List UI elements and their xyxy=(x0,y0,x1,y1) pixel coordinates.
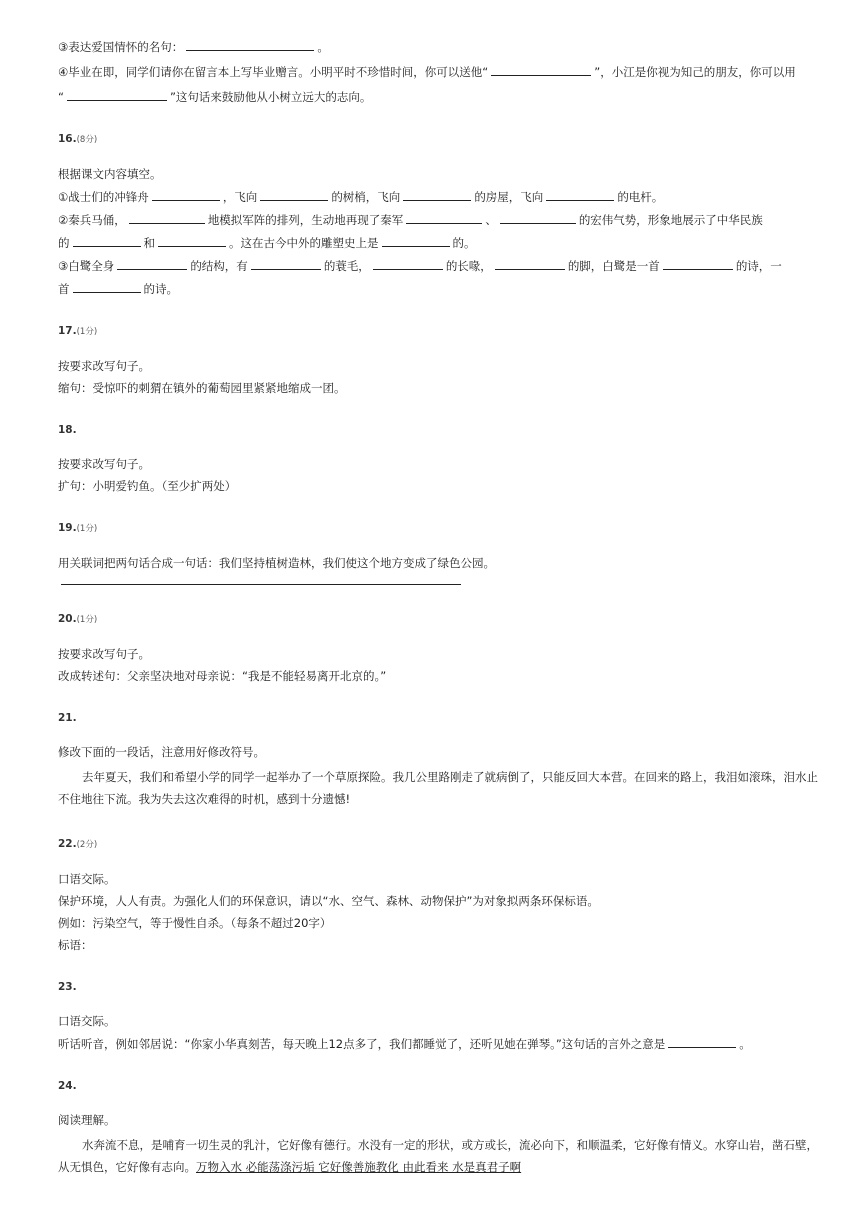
text: 的诗。 xyxy=(143,282,178,296)
answer-blank[interactable] xyxy=(260,188,328,201)
underlined-text: 万物入水 必能荡涤污垢 它好像善施教化 由此看来 水是真君子啊 xyxy=(196,1160,522,1174)
question-number xyxy=(58,520,818,537)
q16-number: 16. xyxy=(58,133,77,145)
text: 、 xyxy=(485,213,497,227)
q24-instruction: 阅读理解。 xyxy=(58,1113,116,1127)
q17-number: 17. xyxy=(58,325,77,337)
exam-page xyxy=(58,38,818,1178)
text: 的长喙， xyxy=(445,259,492,273)
text: ①战士们的冲锋舟 xyxy=(58,190,149,204)
q22-line1: 保护环境，人人有责。为强化人们的环保意识，请以“水、空气、森林、动物保护”为对象拟两条环保标语。 xyxy=(58,894,599,908)
text: 地模拟军阵的排列，生动地再现了秦军 xyxy=(207,213,404,227)
q22-number: 22. xyxy=(58,838,77,850)
q16-score: (8分) xyxy=(76,135,98,145)
q23-text xyxy=(58,1035,818,1052)
question-number xyxy=(58,710,818,726)
text: 。这在古今中外的雕塑史上是 xyxy=(229,236,379,250)
q19-number: 19. xyxy=(58,522,77,534)
q20-instruction: 按要求改写句子。 xyxy=(58,647,150,661)
q16-line1 xyxy=(58,188,818,205)
question-number xyxy=(58,1078,818,1094)
text: 的蓑毛， xyxy=(323,259,370,273)
q19-text: 用关联词把两句话合成一句话：我们坚持植树造林，我们使这个地方变成了绿色公园。 xyxy=(58,556,495,570)
q15-line4-text: ④毕业在即，同学们请你在留言本上写毕业赠言。小明平时不珍惜时间，你可以送他“ xyxy=(58,65,489,79)
question-number xyxy=(58,422,818,438)
q15-line4 xyxy=(58,63,818,80)
q20-number: 20. xyxy=(58,613,77,625)
text: 的宏伟气势，形象地展示了中华民族 xyxy=(578,213,763,227)
question-number xyxy=(58,836,818,853)
answer-blank[interactable] xyxy=(152,188,220,201)
answer-blank[interactable] xyxy=(129,211,205,224)
q22-line3: 标语： xyxy=(58,938,93,952)
q15-line4-text: ”，小江是你视为知己的朋友，你可以用 xyxy=(594,65,796,79)
text: ③白鹭全身 xyxy=(58,259,115,273)
q15-line4-text: “ xyxy=(58,90,64,104)
q23-instruction: 口语交际。 xyxy=(58,1014,116,1028)
text: 的结构，有 xyxy=(190,259,248,273)
text: 首 xyxy=(58,282,70,296)
text: 。 xyxy=(739,1037,751,1051)
q22-score: (2分) xyxy=(76,840,98,850)
q18-number: 18. xyxy=(58,424,77,436)
q21-number: 21. xyxy=(58,712,77,724)
q15-line4-text: ”这句话来鼓励他从小树立远大的志向。 xyxy=(169,90,372,104)
q18-text: 扩句：小明爱钓鱼。（至少扩两处） xyxy=(58,479,237,493)
q21-instruction: 修改下面的一段话，注意用好修改符号。 xyxy=(58,745,265,759)
q23-number: 23. xyxy=(58,981,77,993)
answer-blank[interactable] xyxy=(73,234,141,247)
q16-line3 xyxy=(58,234,818,251)
answer-blank[interactable] xyxy=(373,257,443,270)
answer-blank[interactable] xyxy=(117,257,187,270)
q15-line3-suffix: 。 xyxy=(317,40,329,54)
answer-blank[interactable] xyxy=(186,38,314,51)
answer-blank[interactable] xyxy=(67,88,167,101)
q24-number: 24. xyxy=(58,1080,77,1092)
question-number xyxy=(58,131,818,148)
answer-blank[interactable] xyxy=(500,211,576,224)
text: 的树梢，飞向 xyxy=(331,190,401,204)
q15-line4-cont xyxy=(58,88,818,105)
q16-line5 xyxy=(58,280,818,297)
answer-blank[interactable] xyxy=(403,188,471,201)
text: 的房屋，飞向 xyxy=(474,190,544,204)
text: ②秦兵马俑， xyxy=(58,213,126,227)
answer-blank[interactable] xyxy=(491,63,591,76)
text: 的 xyxy=(58,236,70,250)
q18-instruction: 按要求改写句子。 xyxy=(58,457,150,471)
q17-instruction: 按要求改写句子。 xyxy=(58,359,150,373)
q24-paragraph xyxy=(58,1134,818,1178)
q20-score: (1分) xyxy=(76,615,98,625)
answer-blank[interactable] xyxy=(668,1035,736,1048)
answer-blank[interactable] xyxy=(406,211,482,224)
text: 的电杆。 xyxy=(617,190,664,204)
q21-paragraph: 去年夏天，我们和希望小学的同学一起举办了一个草原探险。我几公里路刚走了就病倒了，只能反回大本营。在回来的路上，我泪如滚珠，泪水止不住地往下流。我为失去这次难得的时机，感到十分遗憾! xyxy=(58,770,818,806)
answer-blank[interactable] xyxy=(251,257,321,270)
q16-instruction: 根据课文内容填空。 xyxy=(58,167,162,181)
q20-text: 改成转述句：父亲坚决地对母亲说：“我是不能轻易离开北京的。” xyxy=(58,669,387,683)
q22-line2: 例如：污染空气，等于慢性自杀。（每条不超过20字） xyxy=(58,916,332,930)
q15-line3-text: ③表达爱国情怀的名句： xyxy=(58,40,184,54)
q19-score: (1分) xyxy=(76,524,98,534)
answer-blank[interactable] xyxy=(73,280,141,293)
answer-blank[interactable] xyxy=(663,257,733,270)
text: 和 xyxy=(143,236,155,250)
question-number xyxy=(58,979,818,995)
q16-line4 xyxy=(58,257,818,274)
question-number xyxy=(58,323,818,340)
text: 水奔流不息，是哺育一切生灵的乳汁，它好像有德行。水没有一定的形状，或方或长，流必向下，和顺温柔，它好像有情义。水穿山岩，凿石壁，从无惧色，它好像有志向。 xyxy=(58,1138,818,1174)
text: ，飞向 xyxy=(222,190,258,204)
answer-blank[interactable] xyxy=(546,188,614,201)
text: 的脚，白鹭是一首 xyxy=(567,259,660,273)
q17-text: 缩句：受惊吓的刺猬在镇外的葡萄园里紧紧地缩成一团。 xyxy=(58,381,346,395)
text: 听话听音，例如邻居说：“你家小华真刻苦，每天晚上12点多了，我们都睡觉了，还听见她在弹琴。”这句话的言外之意是 xyxy=(58,1037,666,1051)
answer-blank[interactable] xyxy=(382,234,450,247)
text: 的诗，一 xyxy=(735,259,782,273)
q17-score: (1分) xyxy=(76,327,98,337)
q16-line2 xyxy=(58,211,818,228)
q22-instruction: 口语交际。 xyxy=(58,872,116,886)
question-number xyxy=(58,611,818,628)
answer-blank[interactable] xyxy=(495,257,565,270)
text: 的。 xyxy=(452,236,476,250)
q15-line3 xyxy=(58,38,818,55)
answer-blank[interactable] xyxy=(158,234,226,247)
